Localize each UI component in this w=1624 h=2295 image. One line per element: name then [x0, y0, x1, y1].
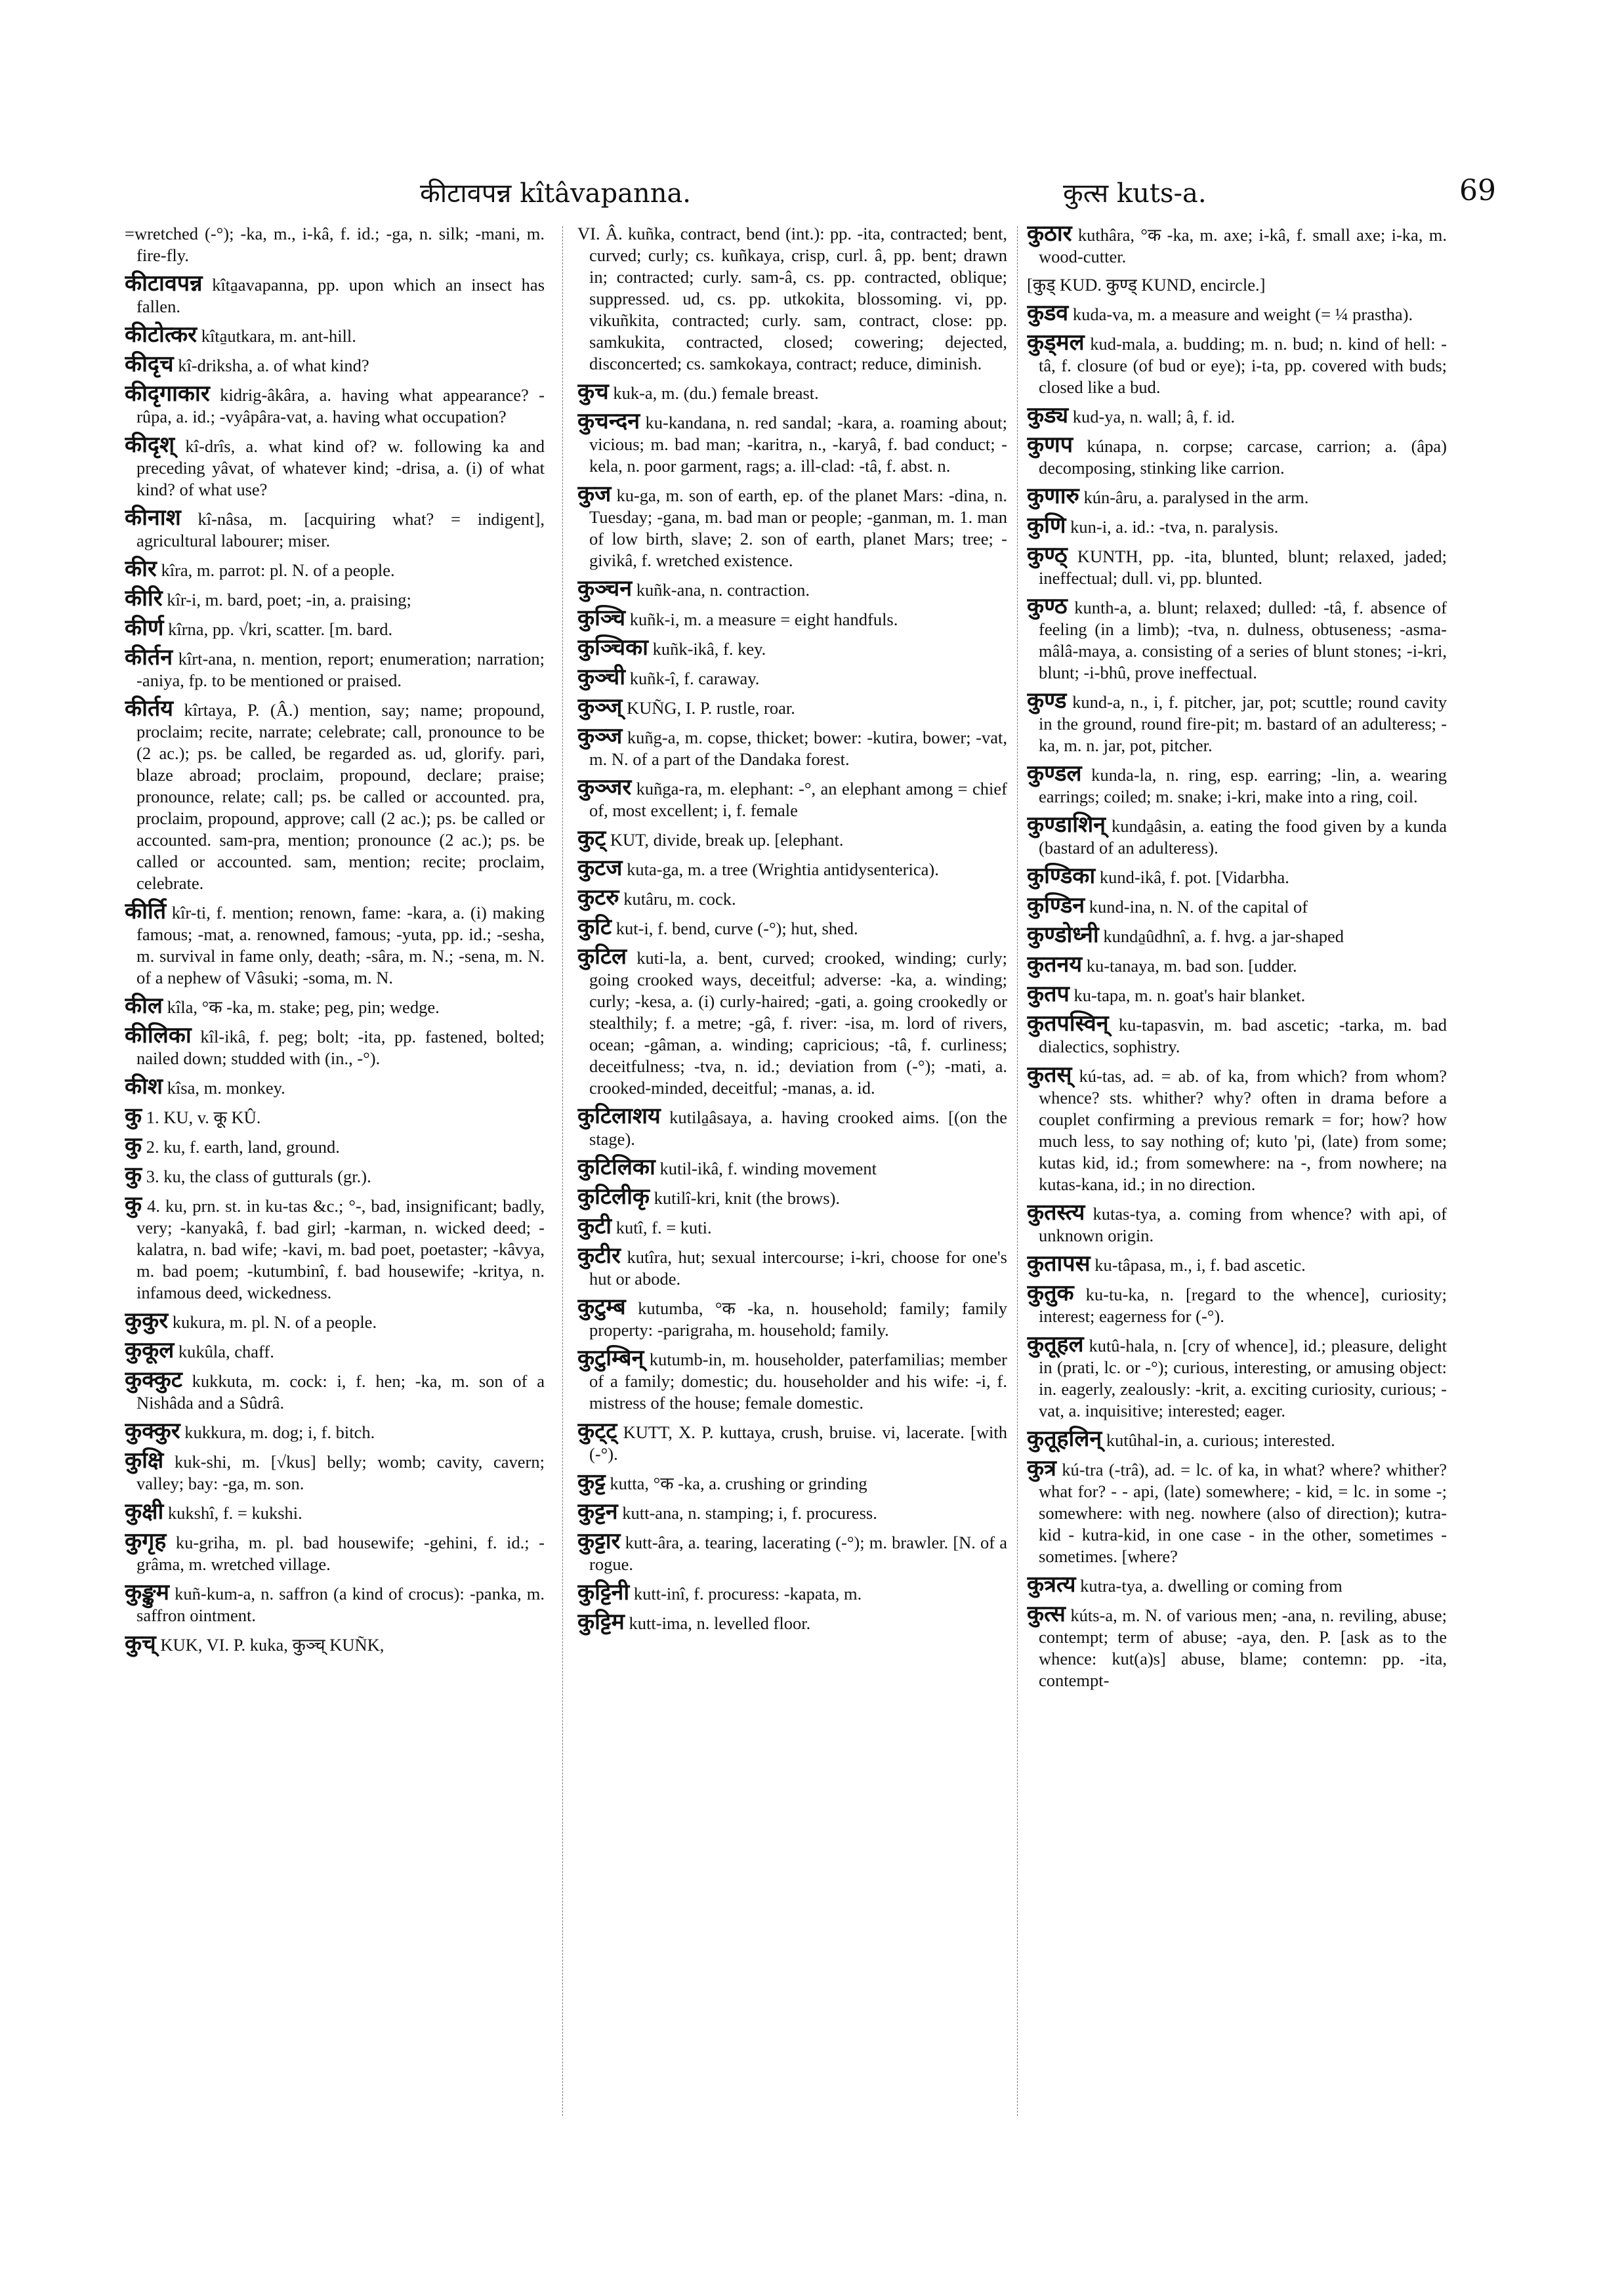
dictionary-entry — [125, 1103, 545, 1129]
dictionary-entry — [577, 664, 1007, 690]
dictionary-entry — [1027, 760, 1447, 808]
entry-definition: kîta̱avapanna, pp. upon which an insect has fallen. — [136, 275, 545, 316]
dictionary-entry — [1027, 924, 1447, 947]
entry-definition: kuñk-ana, n. contraction. — [636, 580, 810, 600]
dictionary-entry — [125, 270, 545, 318]
entry-definition: 3. ku, the class of gutturals (gr.). — [146, 1167, 371, 1186]
dictionary-entry — [125, 1191, 545, 1304]
entry-headword: कुटुम्बिन् — [577, 1345, 644, 1371]
dictionary-entry — [125, 1501, 545, 1524]
entry-headword: कुटिल — [577, 943, 627, 970]
entry-definition: kutûhal-in, a. curious; interested. — [1106, 1430, 1335, 1450]
entry-definition: kuk-a, m. (du.) female breast. — [613, 383, 819, 403]
dictionary-entry — [125, 223, 545, 266]
entry-headword: कीर्ण — [125, 615, 164, 641]
dictionary-entry — [125, 1528, 545, 1575]
entry-definition: ku-kandana, n. red sandal; -kara, a. roaming about; vicious; m. bad man; -karitra, n., -karyâ, f. bad conduct; -kela, n. poor garment, rags; a. ill-clad: -tâ, f. abst. n. — [589, 413, 1007, 476]
entry-headword: कुञ्ज् — [577, 693, 623, 720]
entry-headword: कु — [125, 1132, 142, 1159]
entry-headword: कुट्ट — [577, 1469, 606, 1495]
dictionary-entry — [577, 1528, 1007, 1575]
entry-headword: कुण्डिन — [1027, 892, 1085, 919]
entry-headword: कुण्ड — [1027, 688, 1067, 714]
entry-definition: =wretched (-°); -ka, m., i-kâ, f. id.; -ga, n. silk; -mani, m. fire-fly. — [125, 224, 545, 265]
dictionary-entry — [1027, 1253, 1447, 1276]
entry-headword: कीर्तन — [125, 644, 173, 671]
entry-definition: kîrna, pp. √kri, scatter. [m. bard. — [168, 619, 393, 639]
entry-definition: KUÑG, I. P. rustle, roar. — [626, 698, 795, 718]
entry-definition: ku-tu-ka, n. [regard to the whence], curiosity; interest; eagerness for (-°). — [1039, 1285, 1447, 1326]
entry-definition: kutra-tya, a. dwelling or coming from — [1080, 1576, 1343, 1596]
entry-headword: कु — [125, 1103, 142, 1129]
entry-headword: कुञ्ज — [577, 723, 623, 749]
column-divider — [1017, 226, 1018, 2116]
entry-headword: कीदृश् — [125, 432, 175, 458]
entry-definition: kukura, m. pl. N. of a people. — [172, 1312, 377, 1332]
entry-headword: कीनाश — [125, 505, 181, 531]
entry-headword: कुतप — [1027, 981, 1070, 1007]
entry-headword: कुण्ठ् — [1027, 542, 1068, 568]
column-divider — [562, 226, 563, 2116]
entry-headword: कुट्टन — [577, 1499, 618, 1525]
dictionary-entry — [1027, 302, 1447, 325]
dictionary-entry — [1027, 223, 1447, 268]
entry-definition: ku-tanaya, m. bad son. [udder. — [1086, 956, 1297, 976]
entry-headword: कुतनय — [1027, 951, 1083, 978]
dictionary-entry — [125, 1022, 545, 1069]
entry-headword: कीटावपन्न — [125, 270, 203, 297]
entry-definition: kund-ina, n. N. of the capital of — [1089, 897, 1308, 917]
dictionary-entry — [577, 381, 1007, 404]
entry-definition: kutt-ima, n. levelled floor. — [629, 1613, 811, 1633]
entry-headword: कुटरु — [577, 884, 619, 911]
entry-headword: कुज — [577, 481, 612, 507]
column-2 — [577, 223, 1007, 2126]
dictionary-entry — [577, 605, 1007, 631]
entry-definition: kutil-ikâ, f. winding movement — [659, 1159, 877, 1178]
entry-headword: कुञ्चिका — [577, 634, 648, 661]
entry-headword: कुण्डिका — [1027, 863, 1096, 889]
entry-definition: kutt-âra, a. tearing, lacerating (-°); m. brawler. [N. of a rogue. — [589, 1533, 1007, 1574]
dictionary-entry — [125, 351, 545, 377]
entry-headword: कुकूल — [125, 1337, 175, 1363]
entry-headword: कुटज — [577, 855, 623, 881]
entry-headword: कुचन्दन — [577, 408, 640, 434]
dictionary-entry — [577, 408, 1007, 477]
dictionary-entry — [577, 1611, 1007, 1634]
dictionary-entry — [1027, 1280, 1447, 1327]
entry-headword: कुञ्चि — [577, 605, 626, 631]
entry-headword: कुङ्कुम — [125, 1579, 169, 1605]
entry-headword: कुत्रत्य — [1027, 1571, 1076, 1598]
entry-definition: kîra, m. parrot: pl. N. of a people. — [161, 560, 395, 580]
entry-headword: कीदृगाकार — [125, 381, 210, 407]
entry-definition: kuñga-ra, m. elephant: -°, an elephant among = chief of, most excellent; i, f. female — [589, 779, 1007, 820]
entry-headword: कुञ्जर — [577, 774, 632, 800]
page-number: 69 — [1459, 174, 1496, 207]
dictionary-entry — [1027, 951, 1447, 978]
dictionary-entry — [125, 558, 545, 581]
entry-headword: कुत्स — [1027, 1601, 1066, 1627]
entry-headword: कुक्षी — [125, 1499, 164, 1525]
entry-definition: kidrig-âkâra, a. having what appearance? -rûpa, a. id.; -vyâpâra-vat, a. having what occupation? — [136, 385, 545, 426]
running-head-center: कुत्स kuts-a. — [1063, 178, 1207, 209]
dictionary-entry — [1027, 983, 1447, 1006]
entry-headword: कुटीर — [577, 1243, 621, 1269]
entry-definition: kut-i, f. bend, curve (-°); hut, shed. — [615, 919, 858, 938]
entry-headword: कीर — [125, 556, 157, 582]
entry-definition: kuñg-a, m. copse, thicket; bower: -kutira, bower; -vat, m. N. of a part of the Dandaka forest. — [589, 728, 1007, 769]
entry-definition: kud-ya, n. wall; â, f. id. — [1072, 407, 1235, 426]
entry-headword: कुटिलाशय — [577, 1103, 661, 1129]
dictionary-entry — [1027, 434, 1447, 479]
entry-definition: KUK, VI. P. kuka, कुञ्च् KUÑK, — [160, 1635, 385, 1655]
column-1 — [125, 223, 545, 2126]
entry-definition: kutumb-in, m. householder, paterfamilias; member of a family; domestic; du. householder and his wife: -i, f. mistress of the house; female domestic. — [589, 1350, 1007, 1413]
entry-headword: कुट्टिम — [577, 1609, 625, 1635]
dictionary-entry — [577, 723, 1007, 770]
entry-headword: कुतपस्विन् — [1027, 1010, 1109, 1037]
entry-definition: kutîra, hut; sexual intercourse; i-kri, choose for one's hut or abode. — [589, 1247, 1007, 1289]
dictionary-entry — [1027, 1199, 1447, 1247]
entry-definition: ku-tapa, m. n. goat's hair blanket. — [1073, 985, 1306, 1005]
dictionary-entry — [577, 774, 1007, 821]
entry-definition: kutas-tya, a. coming from whence? with api, of unknown origin. — [1039, 1204, 1447, 1245]
dictionary-entry — [125, 585, 545, 611]
dictionary-entry — [577, 855, 1007, 881]
entry-definition: kîla, °क -ka, m. stake; peg, pin; wedge. — [167, 997, 440, 1017]
entry-definition: kuti-la, a. bent, curved; crooked, winding; curly; going crooked ways, deceitful; adverse: -ka, a. winding; curly; -kesa, a. (i) curly-haired; -gati, a. going crookedly or stealthily; f. a metre; -gâ, f. river: -isa, m. lord of rivers, ocean; -gâman, a. winding; capricious; -tâ, f. curliness; deceitfulness; -tva, n. id.; deviation from (-°); -mati, a. crooked-minded, deceitful; -manas, a. id. — [589, 948, 1007, 1098]
dictionary-entry — [1027, 690, 1447, 756]
entry-definition: kud-mala, a. budding; m. n. bud; n. kind of hell: -tâ, f. closure (of bud or eye); i-ta, pp. covered with buds; closed like a bud. — [1039, 334, 1447, 397]
entry-definition: kîr-i, m. bard, poet; -in, a. praising; — [167, 590, 411, 610]
entry-definition: kutî, f. = kuti. — [615, 1218, 712, 1237]
entry-definition: kî-drîs, a. what kind of? w. following ka and preceding yâvat, of whatever kind; -drisa, a. (i) of what kind? of what use? — [136, 436, 545, 499]
entry-headword: कुण्डाशिन् — [1027, 812, 1106, 838]
entry-definition: kî-nâsa, m. [acquiring what? = indigent], agricultural labourer; miser. — [136, 509, 545, 550]
entry-headword: कुड्मल — [1027, 329, 1085, 356]
dictionary-entry — [125, 1447, 545, 1495]
entry-headword: कुगृह — [125, 1528, 167, 1554]
entry-headword: कील — [125, 993, 163, 1019]
entry-definition: ku-ga, m. son of earth, ep. of the planet Mars: -dina, n. Tuesday; -gana, m. bad man or people; -ganman, m. 1. man of low birth, slave; 2. son of earth, planet Mars; tree; -givikâ, f. wretched existence. — [589, 486, 1007, 570]
entry-definition: kutt-inî, f. procuress: -kapata, m. — [633, 1584, 862, 1603]
dictionary-entry — [577, 634, 1007, 661]
dictionary-entry — [577, 1296, 1007, 1341]
entry-headword: कुक्कुर — [125, 1418, 180, 1444]
entry-headword: कीर्तय — [125, 695, 174, 722]
dictionary-entry — [125, 898, 545, 989]
entry-definition: ku-tâpasa, m., i, f. bad ascetic. — [1094, 1255, 1306, 1275]
dictionary-entry — [1027, 512, 1447, 539]
entry-headword: कुतुक — [1027, 1280, 1074, 1306]
entry-headword: कुट्ट् — [577, 1418, 617, 1444]
dictionary-entry — [1027, 1428, 1447, 1451]
entry-definition: kî-driksha, a. of what kind? — [178, 356, 369, 375]
dictionary-entry — [577, 1245, 1007, 1290]
dictionary-entry — [125, 434, 545, 501]
entry-headword: कुठार — [1027, 223, 1072, 247]
entry-headword: कुण्डोध्नी — [1027, 922, 1099, 948]
entry-definition: kutumba, °क -ka, n. household; family; family property: -parigraha, m. household; family. — [589, 1298, 1007, 1340]
entry-headword: कुणारु — [1027, 483, 1079, 509]
entry-headword: कुडव — [1027, 300, 1069, 326]
entry-definition: kund-ikâ, f. pot. [Vidarbha. — [1099, 867, 1289, 887]
dictionary-entry — [125, 995, 545, 1018]
entry-definition: kuta-ga, m. a tree (Wrightia antidysenterica). — [627, 859, 939, 879]
entry-definition: kuñ-kum-a, n. saffron (a kind of crocus): -panka, m. saffron ointment. — [136, 1584, 545, 1625]
entry-headword: कुतस्त्य — [1027, 1199, 1085, 1226]
entry-definition: kutû-hala, n. [cry of whence], id.; pleasure, delight in (prati, lc. or -°); curious, interesting, or amusing object: in. eagerly, zealously: -krit, a. exciting curiosity, curious; -vat, a. inquisitive; interested; eager. — [1039, 1336, 1447, 1420]
entry-headword: कीलिका — [125, 1022, 192, 1048]
entry-headword: कुण्डल — [1027, 760, 1082, 787]
dictionary-entry — [1027, 1603, 1447, 1691]
entry-definition: kú-tas, ad. = ab. of ka, from which? from whom? whence? sts. whither? why? often in drama before a couplet confirming a previous remark = for; how? how much less, to say nothing of; kuto 'pi, (late) from some; kutas kid, id.; from somewhere: na -, from nowhere; na kutas-kana, id.; in no direction. — [1039, 1066, 1447, 1194]
dictionary-entry — [577, 1501, 1007, 1524]
entry-headword: कुण्ठ — [1027, 593, 1068, 619]
dictionary-entry — [1027, 1331, 1447, 1422]
entry-headword: कीटोत्कर — [125, 321, 198, 348]
dictionary-entry — [577, 1469, 1007, 1495]
entry-headword: कु — [125, 1191, 142, 1218]
entry-definition: VI. Â. kuñka, contract, bend (int.): pp. -ita, contracted; bent, curved; curly; cs. kuñkaya, crisp, curl. â, pp. bent; drawn in; contracted; curly. sam-â, cs. pp. contracted, oblique; suppressed. ud, cs. pp. utkokita, blossoming. vi, pp. vikuñkita, contracted; curly. sam, contract, close: pp. samkukita, contracted, closed; cowering; dejected, disconcerted; cs. samkokaya, contract; reduce, diminish. — [577, 224, 1007, 373]
entry-headword: कुतापस — [1027, 1251, 1091, 1277]
entry-definition: [कुड् KUD. कुण्ड् KUND, encircle.] — [1027, 275, 1266, 295]
entry-definition: kîsa, m. monkey. — [167, 1078, 285, 1098]
entry-definition: kuk-shi, m. [√kus] belly; womb; cavity, cavern; valley; bay: -ga, m. son. — [136, 1452, 545, 1493]
dictionary-entry — [577, 943, 1007, 1099]
dictionary-entry — [577, 1103, 1007, 1150]
entry-definition: kutila̱âsaya, a. having crooked aims. [(on the stage). — [589, 1107, 1007, 1149]
entry-definition: 4. ku, prn. st. in ku-tas &c.; °-, bad, insignificant; badly, very; -kanyakâ, f. bad girl; -karman, n. wicked deed; -kalatra, n. bad wife; -kavi, m. bad poet, poetaster; -kâvya, m. bad poem; -kutumbinî, f. bad housewife; -kritya, n. infamous deed, wickedness. — [136, 1196, 545, 1302]
entry-definition: kutt-ana, n. stamping; i, f. procuress. — [622, 1503, 877, 1523]
entry-headword: कुटी — [577, 1213, 612, 1239]
dictionary-entry — [125, 695, 545, 894]
entry-headword: कीर्ति — [125, 898, 167, 924]
entry-definition: 2. ku, f. earth, land, ground. — [146, 1137, 340, 1157]
dictionary-entry — [125, 644, 545, 692]
dictionary-entry — [125, 1369, 545, 1414]
entry-definition: kîrt-ana, n. mention, report; enumeration; narration; -aniya, fp. to be mentioned or praised. — [136, 649, 545, 690]
dictionary-entry — [577, 1420, 1007, 1465]
entry-definition: kîta̱utkara, m. ant-hill. — [201, 326, 356, 346]
dictionary-entry — [1027, 1010, 1447, 1058]
entry-definition: kutilî-kri, knit (the brows). — [654, 1188, 841, 1208]
entry-definition: kú-tra (-trâ), ad. = lc. of ka, in what? where? whither? what for? - - api, (late) somewhere; - kid, = lc. in some -; somewhere: with neg. nowhere (also of direction); kutra-kid - kutra-kid, in one case - in the other, sometimes - sometimes. [where? — [1039, 1460, 1447, 1566]
entry-definition: kún-âru, a. paralysed in the arm. — [1083, 487, 1309, 507]
entry-definition: kukûla, chaff. — [178, 1342, 274, 1361]
entry-definition: kukshî, f. = kukshi. — [167, 1503, 302, 1523]
entry-headword: कुट्टिनी — [577, 1579, 630, 1605]
page-header — [118, 167, 1496, 220]
entry-definition: kuda-va, m. a measure and weight (= ¼ prastha). — [1072, 304, 1413, 324]
dictionary-entry — [577, 223, 1007, 375]
dictionary-entry — [577, 1579, 1007, 1605]
entry-headword: कुत्र — [1027, 1455, 1056, 1481]
dictionary-entry — [1027, 1455, 1447, 1567]
entry-definition: 1. KU, v. कू KÛ. — [146, 1107, 261, 1127]
entry-headword: कुड्य — [1027, 402, 1069, 428]
entry-headword: कुच् — [125, 1630, 156, 1657]
dictionary-entry — [577, 1186, 1007, 1209]
dictionary-entry — [1027, 892, 1447, 919]
entry-headword: कु — [125, 1162, 142, 1188]
entry-definition: kuthâra, °क -ka, m. axe; i-kâ, f. small axe; i-ka, m. wood-cutter. — [1039, 225, 1447, 266]
entry-definition: kuñk-î, f. caraway. — [629, 669, 760, 688]
dictionary-entry — [125, 1132, 545, 1159]
entry-headword: कुकुर — [125, 1308, 169, 1334]
dictionary-entry — [577, 1345, 1007, 1414]
entry-definition: kunda̱ûdhnî, a. f. hvg. a jar-shaped — [1103, 926, 1344, 946]
dictionary-entry — [577, 884, 1007, 911]
dictionary-entry — [577, 825, 1007, 852]
entry-headword: कुट् — [577, 825, 606, 852]
dictionary-entry — [577, 575, 1007, 602]
dictionary-entry — [1027, 814, 1447, 859]
entry-headword: कुञ्ची — [577, 664, 626, 690]
entry-definition: kunda-la, n. ring, esp. earring; -lin, a. wearing earrings; coiled; m. snake; i-kri, make into a ring, coil. — [1039, 765, 1447, 806]
dictionary-entry — [125, 1073, 545, 1100]
dictionary-entry — [577, 1154, 1007, 1180]
entry-definition: kunth-a, a. blunt; relaxed; dulled: -tâ, f. absence of feeling (in a limb); -tva, n. dulness, obtuseness; -asma-mâlâ-maya, a. consisting of a series of blunt stones; -i-kri, blunt; -i-bhû, prove ineffectual. — [1039, 598, 1447, 682]
entry-definition: ku-tapasvin, m. bad ascetic; -tarka, m. bad dialectics, sophistry. — [1039, 1015, 1447, 1056]
dictionary-entry — [1027, 1064, 1447, 1195]
entry-definition: KUTT, X. P. kuttaya, crush, bruise. vi, lacerate. [with (-°). — [589, 1422, 1007, 1464]
dictionary-entry — [577, 693, 1007, 720]
entry-definition: kîr-ti, f. mention; renown, fame: -kara, a. (i) making famous; -mat, a. renowned, famous; -yuta, pp. id.; -sesha, m. survival in fame only, death; -sâra, m. N.; -sena, m. N. of a nephew of Vâsuki; -soma, m. N. — [136, 903, 545, 987]
dictionary-entry — [1027, 1571, 1447, 1598]
dictionary-entry — [1027, 865, 1447, 888]
entry-headword: कुणि — [1027, 512, 1066, 539]
entry-definition: kund-a, n., i, f. pitcher, jar, pot; scuttle; round cavity in the ground, round fire-pit; m. bastard of an adulteress; -ka, m. n. jar, pot, pitcher. — [1039, 692, 1447, 755]
entry-headword: कुटुम्ब — [577, 1294, 626, 1320]
entry-definition: kutâru, m. cock. — [623, 889, 736, 909]
dictionary-entry — [1027, 593, 1447, 684]
dictionary-entry — [1027, 329, 1447, 398]
dictionary-entry — [125, 1310, 545, 1333]
entry-definition: KUT, divide, break up. [elephant. — [610, 830, 844, 850]
entry-definition: kukkura, m. dog; i, f. bitch. — [184, 1422, 375, 1442]
entry-headword: कुतस् — [1027, 1062, 1072, 1088]
entry-headword: कीरि — [125, 585, 163, 611]
dictionary-entry — [1027, 483, 1447, 509]
entry-headword: कुणप — [1027, 432, 1073, 458]
dictionary-entry — [1027, 542, 1447, 589]
entry-headword: कुटि — [577, 914, 612, 940]
entry-definition: kîl-ikâ, f. peg; bolt; -ita, pp. fastened, bolted; nailed down; studded with (in., -°). — [136, 1027, 545, 1068]
entry-definition: kunda̱âsin, a. eating the food given by a kunda (bastard of an adulteress). — [1039, 816, 1447, 858]
dictionary-entry — [125, 1630, 545, 1657]
entry-headword: कुक्षि — [125, 1447, 164, 1474]
entry-definition: kun-i, a. id.: -tva, n. paralysis. — [1070, 517, 1279, 537]
dictionary-entry — [1027, 274, 1447, 296]
dictionary-entry — [577, 481, 1007, 571]
dictionary-entry — [125, 1337, 545, 1363]
entry-definition: kîrtaya, P. (Â.) mention, say; name; propound, proclaim; recite, narrate; celebrate; call, pronounce to be (2 ac.); ps. be called, be regarded as. ud, glorify. pari, blaze abroad; proclaim, propound, declare; praise; pronounce, relate; call; ps. be called or accounted. pra, proclaim, propound, approve; call (2 ac.); ps. be called or accounted. sam-pra, mention; pronounce (2 ac.); ps. be called or accounted. sam, mention; recite; proclaim, celebrate. — [136, 700, 545, 893]
dictionary-entry — [577, 914, 1007, 940]
column-3 — [1027, 223, 1447, 2126]
dictionary-entry — [125, 1162, 545, 1188]
dictionary-entry — [125, 507, 545, 552]
dictionary-entry — [125, 1420, 545, 1443]
entry-definition: kukkuta, m. cock: i, f. hen; -ka, m. son of a Nishâda and a Sûdrâ. — [136, 1371, 545, 1413]
entry-definition: kuñk-i, m. a measure = eight handfuls. — [629, 610, 898, 629]
entry-headword: कुक्कुट — [125, 1367, 182, 1393]
dictionary-entry — [125, 1579, 545, 1626]
entry-headword: कुटिलिका — [577, 1154, 656, 1180]
dictionary-entry — [125, 617, 545, 640]
dictionary-entry — [577, 1213, 1007, 1239]
entry-headword: कुटिलीकृ — [577, 1184, 650, 1210]
entry-definition: kúts-a, m. N. of various men; -ana, n. reviling, abuse; contempt; term of abuse; -aya, den. P. [ask as to the whence: kut(a)s] abuse, blame; contemn: pp. -ita, contempt- — [1039, 1605, 1447, 1690]
dictionary-entry — [125, 321, 545, 348]
entry-headword: कुतूहलिन् — [1027, 1426, 1102, 1452]
entry-headword: कुञ्चन — [577, 575, 633, 602]
entry-headword: कीदृच — [125, 351, 174, 377]
entry-definition: KUNTH, pp. -ita, blunted, blunt; relaxed, jaded; ineffectual; dull. vi, pp. blunted. — [1039, 547, 1447, 588]
entry-headword: कुच — [577, 379, 609, 405]
entry-headword: कुतूहल — [1027, 1331, 1084, 1357]
dictionary-entry — [125, 383, 545, 428]
dictionary-entry — [1027, 402, 1447, 428]
entry-definition: kutta, °क -ka, a. crushing or grinding — [610, 1474, 867, 1493]
entry-definition: kuñk-ikâ, f. key. — [652, 639, 766, 659]
entry-definition: kúnapa, n. corpse; carcase, carrion; a. (âpa) decomposing, stinking like carrion. — [1039, 436, 1447, 478]
entry-headword: कीश — [125, 1073, 163, 1100]
entry-definition: ku-griha, m. pl. bad housewife; -gehini, f. id.; -grâma, m. wretched village. — [136, 1533, 545, 1574]
running-head-left: कीटावपन्न kîtâvapanna. — [420, 178, 692, 209]
entry-headword: कुट्टार — [577, 1528, 621, 1554]
